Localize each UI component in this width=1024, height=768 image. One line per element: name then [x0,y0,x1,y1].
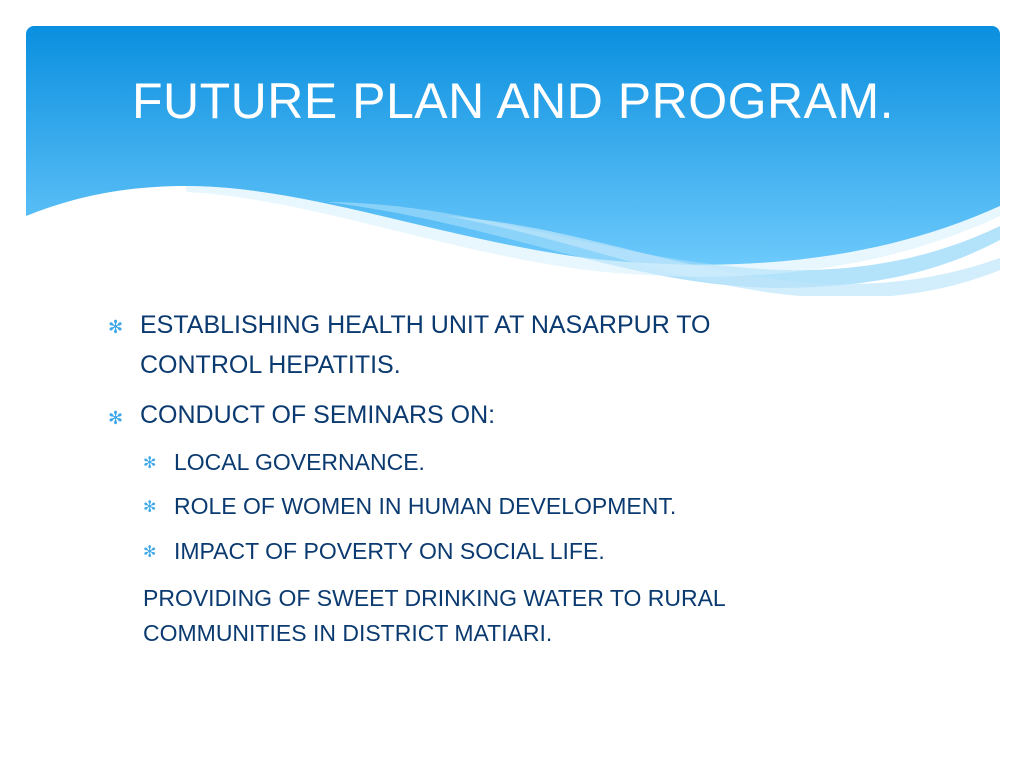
sub-list-item: IMPACT OF POVERTY ON SOCIAL LIFE. [174,538,605,564]
asterisk-bullet-icon: ✻ [143,544,157,561]
list-item-line: ESTABLISHING HEALTH UNIT AT NASARPUR TO [140,311,711,339]
asterisk-bullet-icon: ✻ [108,317,124,337]
closing-paragraph-line: COMMUNITIES IN DISTRICT MATIARI. [143,620,553,646]
sub-list-item: LOCAL GOVERNANCE. [174,449,425,475]
asterisk-bullet-icon: ✻ [143,499,157,516]
sub-list-item: ROLE OF WOMEN IN HUMAN DEVELOPMENT. [174,493,677,519]
closing-paragraph-line: PROVIDING OF SWEET DRINKING WATER TO RURAL [143,585,726,611]
slide-title: FUTURE PLAN AND PROGRAM. [131,73,895,129]
asterisk-bullet-icon: ✻ [143,455,157,472]
asterisk-bullet-icon: ✻ [108,408,124,428]
list-item-line: CONTROL HEPATITIS. [140,351,401,379]
list-item-line: CONDUCT OF SEMINARS ON: [140,401,496,429]
